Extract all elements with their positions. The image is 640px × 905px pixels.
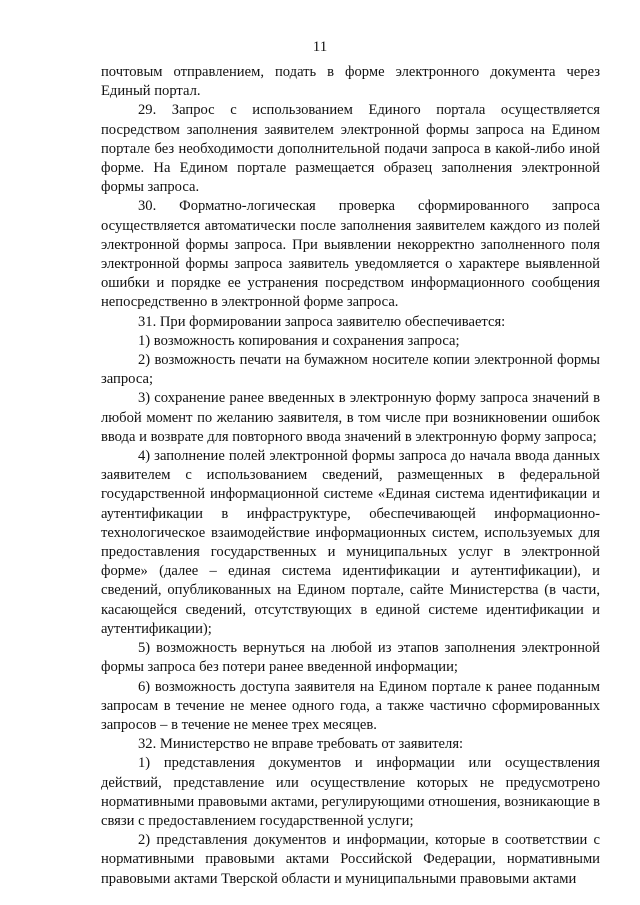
paragraph: 3) сохранение ранее введенных в электронную форму запроса значений в любой момент по желанию заявителя, в том числе при возникновении ошибок ввода и возврате для повторного ввода значений в электронную форму запроса; [101, 390, 600, 445]
paragraph: 6) возможность доступа заявителя на Едином портале к ранее поданным запросам в течение не менее одного года, а также частично сформированных запросов – в течение не менее трех месяцев. [101, 678, 600, 733]
paragraph: почтовым отправлением, подать в форме электронного документа через Единый портал. [101, 64, 600, 100]
paragraph: 29. Запрос с использованием Единого портала осуществляется посредством заполнения заявителем электронной формы запроса на Едином портале без необходимости дополнительной подачи запроса в какой-либо иной форме. На Едином портале размещается образец заполнения электронной формы запроса. [101, 102, 600, 196]
paragraph: 2) возможность печати на бумажном носителе копии электронной формы запроса; [101, 352, 600, 388]
paragraph: 1) возможность копирования и сохранения запроса; [138, 332, 460, 349]
paragraph: 32. Министерство не вправе требовать от заявителя: [138, 736, 464, 753]
paragraph: 4) заполнение полей электронной формы запроса до начала ввода данных заявителем с использованием сведений, размещенных в федеральной государственной информационной системе «Единая система идентификации и аутентификации в инфраструктуре, обеспечивающей информационно-технологическое взаимодействие информационных систем, используемых для предоставления государственных и муниципальных услуг в электронной форме» (далее – единая система идентификации и аутентификации), и сведений, опубликованных на Едином портале, сайте Министерства (в части, касающейся сведений, отсутствующих в единой системе идентификации и аутентификации); [101, 448, 600, 637]
paragraph: 30. Форматно-логическая проверка сформированного запроса осуществляется автоматически после заполнения заявителем каждого из полей электронной формы запроса. При выявлении некорректно заполненного поля электронной формы запроса заявитель уведомляется о характере выявленной ошибки и порядке ее устранения посредством информационного сообщения непосредственно в электронной форме запроса. [101, 198, 600, 311]
paragraph: 5) возможность вернуться на любой из этапов заполнения электронной формы запроса без потери ранее введенной информации; [101, 640, 600, 676]
page-number: 11 [312, 39, 328, 55]
paragraph: 31. При формировании запроса заявителю обеспечивается: [138, 313, 506, 330]
paragraph: 2) представления документов и информации, которые в соответствии с нормативными правовыми актами Российской Федерации, нормативными правовыми актами Тверской области и муниципальными правовыми актами [101, 832, 600, 887]
paragraph: 1) представления документов и информации или осуществления действий, представление или осуществление которых не предусмотрено нормативными правовыми актами, регулирующими отношения, возникающие в связи с предоставлением государственной услуги; [101, 755, 600, 829]
document-body [101, 63, 600, 889]
